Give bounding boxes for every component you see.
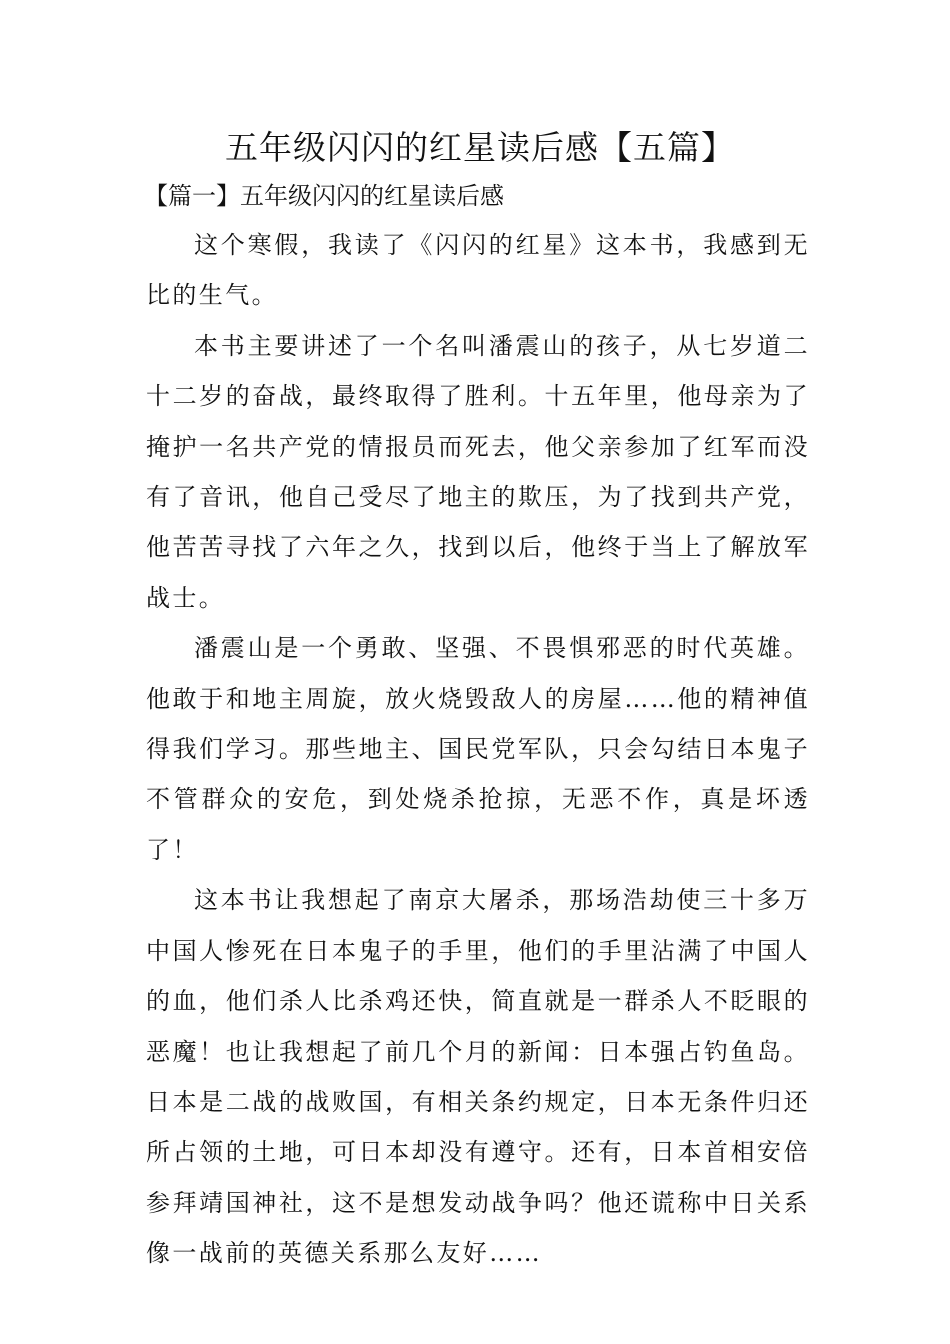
document-page bbox=[146, 120, 810, 1279]
document-title: 五年级闪闪的红星读后感【五篇】 bbox=[225, 128, 735, 167]
paragraph-2: 本书主要讲述了一个名叫潘震山的孩子，从七岁道二十二岁的奋战，最终取得了胜利。十五年里，他母亲为了掩护一名共产党的情报员而死去，他父亲参加了红军而没有了音讯，他自己受尽了地主的欺压，为了找到共产党，他苦苦寻找了六年之久，找到以后，他终于当上了解放军战士。 bbox=[146, 331, 810, 612]
section-heading: 【篇一】五年级闪闪的红星读后感 bbox=[144, 182, 504, 210]
paragraph-1: 这个寒假，我读了《闪闪的红星》这本书，我感到无比的生气。 bbox=[146, 231, 810, 310]
paragraph-4: 这本书让我想起了南京大屠杀，那场浩劫使三十多万中国人惨死在日本鬼子的手里，他们的手里沾满了中国人的血，他们杀人比杀鸡还快，简直就是一群杀人不眨眼的恶魔！也让我想起了前几个月的新闻：日本强占钓鱼岛。日本是二战的战败国，有相关条约规定，日本无条件归还所占领的土地，可日本却没有遵守。还有，日本首相安倍参拜靖国神社，这不是想发动战争吗？他还谎称中日关系像一战前的英德关系那么友好…… bbox=[146, 886, 810, 1268]
paragraph-3: 潘震山是一个勇敢、坚强、不畏惧邪恶的时代英雄。他敢于和地主周旋，放火烧毁敌人的房屋……他的精神值得我们学习。那些地主、国民党军队，只会勾结日本鬼子不管群众的安危，到处烧杀抢掠，无恶不作，真是坏透了！ bbox=[146, 634, 810, 864]
